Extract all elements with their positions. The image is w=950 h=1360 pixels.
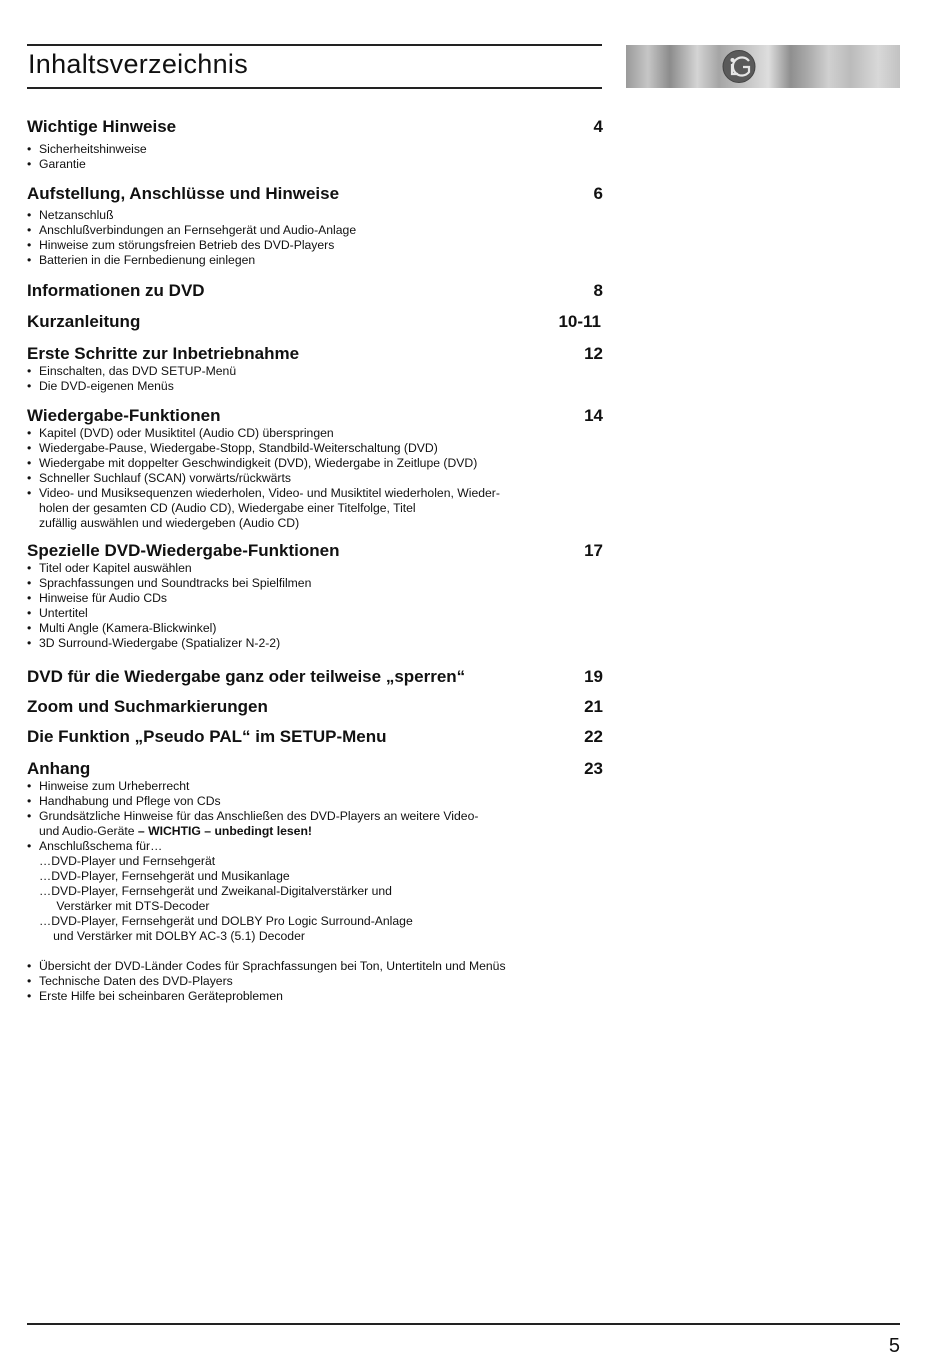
list-item-continuation: holen der gesamten CD (Audio CD), Wiedergabe einer Titelfolge, Titel — [39, 501, 416, 515]
section-page[interactable]: 8 — [593, 281, 603, 300]
section-title[interactable]: Wichtige Hinweise — [27, 117, 177, 136]
section-title[interactable]: Die Funktion „Pseudo PAL“ im SETUP-Menu — [27, 727, 387, 746]
list-item: • Multi Angle (Kamera-Blickwinkel) — [27, 621, 217, 635]
section-page[interactable]: 14 — [584, 406, 603, 425]
toc-section — [27, 117, 603, 172]
sub-item: …DVD-Player, Fernsehgerät und DOLBY Pro Logic Surround-Anlage — [39, 914, 413, 928]
list-item: • Übersicht der DVD-Länder Codes für Sprachfassungen bei Ton, Untertiteln und Menüs — [27, 959, 506, 973]
sub-item: …DVD-Player, Fernsehgerät und Musikanlage — [39, 869, 290, 883]
list-item: • Untertitel — [27, 606, 88, 620]
list-item: • Anschlußverbindungen an Fernsehgerät und Audio-Anlage — [27, 223, 357, 237]
toc-section — [27, 727, 603, 749]
list-item: • Einschalten, das DVD SETUP-Menü — [27, 364, 237, 378]
section-page[interactable]: 12 — [584, 344, 603, 363]
section-page[interactable]: 17 — [584, 541, 603, 560]
list-item: • 3D Surround-Wiedergabe (Spatializer N-2-2) — [27, 636, 281, 650]
toc-section — [27, 697, 603, 719]
section-title[interactable]: Wiedergabe-Funktionen — [27, 406, 221, 425]
list-item: • Video- und Musiksequenzen wiederholen, Video- und Musiktitel wiederholen, Wieder- — [27, 486, 500, 500]
sub-item: …DVD-Player und Fernsehgerät — [39, 854, 216, 868]
toc-section — [27, 759, 603, 1004]
section-title[interactable]: Informationen zu DVD — [27, 281, 205, 300]
list-item: • Kapitel (DVD) oder Musiktitel (Audio CD) überspringen — [27, 426, 334, 440]
section-page[interactable]: 6 — [593, 184, 603, 203]
list-item: • Erste Hilfe bei scheinbaren Geräteproblemen — [27, 989, 283, 1003]
toc-section — [27, 541, 603, 651]
list-item: • Wiedergabe mit doppelter Geschwindigkeit (DVD), Wiedergabe in Zeitlupe (DVD) — [27, 456, 478, 470]
sub-item: …DVD-Player, Fernsehgerät und Zweikanal-Digitalverstärker und — [39, 884, 392, 898]
section-page[interactable]: 22 — [584, 727, 603, 746]
list-item: • Die DVD-eigenen Menüs — [27, 379, 174, 393]
list-item-continuation: und Audio-Geräte – WICHTIG – unbedingt lesen! — [39, 824, 312, 838]
list-item: • Hinweise zum störungsfreien Betrieb des DVD-Players — [27, 238, 335, 252]
list-item-continuation: zufällig auswählen und wiedergeben (Audio CD) — [39, 516, 300, 530]
toc-section — [27, 281, 603, 303]
lg-logo-icon — [719, 48, 759, 85]
section-page[interactable]: 23 — [584, 759, 603, 778]
list-item: • Hinweise für Audio CDs — [27, 591, 168, 605]
section-title[interactable]: Zoom und Suchmarkierungen — [27, 697, 268, 716]
section-page[interactable]: 4 — [593, 117, 603, 136]
list-item: • Garantie — [27, 157, 86, 171]
title-rule-top — [27, 44, 602, 46]
list-item: • Handhabung und Pflege von CDs — [27, 794, 221, 808]
section-title[interactable]: Erste Schritte zur Inbetriebnahme — [27, 344, 300, 363]
toc-section — [27, 667, 603, 689]
section-page[interactable]: 21 — [584, 697, 603, 716]
section-title[interactable]: Kurzanleitung — [27, 312, 141, 331]
list-item: • Grundsätzliche Hinweise für das Anschließen des DVD-Players an weitere Video- — [27, 809, 479, 823]
list-item: • Hinweise zum Urheberrecht — [27, 779, 190, 793]
sub-item: und Verstärker mit DOLBY AC-3 (5.1) Decoder — [43, 929, 305, 943]
list-item: • Anschlußschema für… — [27, 839, 163, 853]
important-note: – WICHTIG – unbedingt lesen! — [134, 824, 312, 838]
list-item: • Wiedergabe-Pause, Wiedergabe-Stopp, Standbild-Weiterschaltung (DVD) — [27, 441, 438, 455]
section-title[interactable]: DVD für die Wiedergabe ganz oder teilweise „sperren“ — [27, 667, 466, 686]
section-title[interactable]: Anhang — [27, 759, 91, 778]
logo-banner — [626, 45, 900, 88]
toc-section — [27, 344, 603, 394]
list-item: • Technische Daten des DVD-Players — [27, 974, 233, 988]
page-title: Inhaltsverzeichnis — [28, 49, 249, 79]
toc-section — [27, 406, 603, 531]
section-page[interactable]: 10-11 — [558, 312, 601, 331]
list-item: • Batterien in die Fernbedienung einlegen — [27, 253, 256, 267]
footer-rule — [27, 1323, 900, 1325]
list-item: • Schneller Suchlauf (SCAN) vorwärts/rückwärts — [27, 471, 291, 485]
list-item: • Titel oder Kapitel auswählen — [27, 561, 192, 575]
toc-section — [27, 312, 603, 334]
page-number: 5 — [888, 1335, 900, 1357]
section-title[interactable]: Aufstellung, Anschlüsse und Hinweise — [27, 184, 340, 203]
list-item: • Sprachfassungen und Soundtracks bei Spielfilmen — [27, 576, 312, 590]
sub-item: Verstärker mit DTS-Decoder — [53, 899, 210, 913]
title-rule-bottom — [27, 87, 602, 89]
section-title[interactable]: Spezielle DVD-Wiedergabe-Funktionen — [27, 541, 340, 560]
list-item: • Netzanschluß — [27, 208, 114, 222]
list-item: • Sicherheitshinweise — [27, 142, 147, 156]
section-page[interactable]: 19 — [584, 667, 603, 686]
toc-section — [27, 184, 603, 268]
